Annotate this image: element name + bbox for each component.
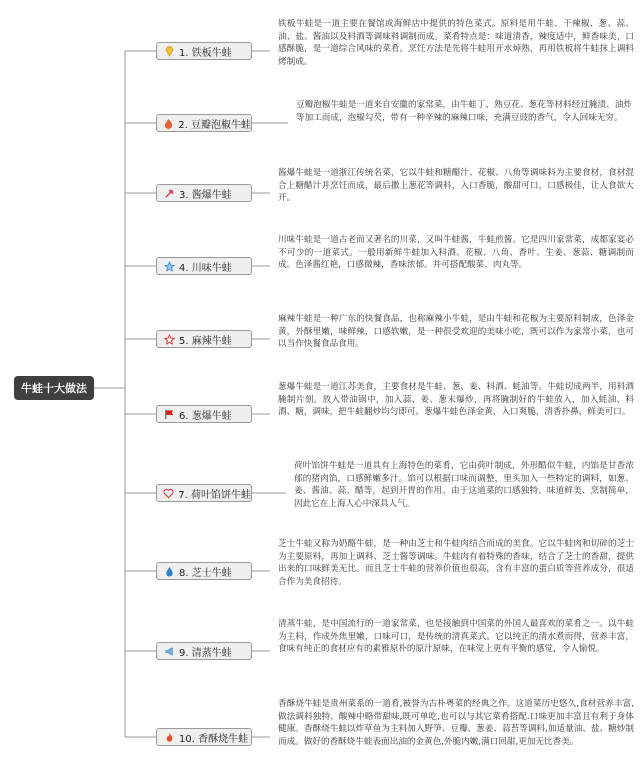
- branch-description: 酱爆牛蛙是一道浙江传统名菜，它以牛蛙和糖醋汁、花椒、八角等调味料为主要食材，食材混合上糖醋汁并烹饪而成，最后撒上葱花等调料，入口香脆，酸甜可口，口感极佳，让人食欲大开。: [278, 168, 634, 204]
- branch-description: 豆瓣泡椒牛蛙是一道来自安徽的家常菜，由牛蛙丁、熟豆花、葱花等材料经过腌渍、油炸等加工而成，泡椒勾芡，带有一种辛辣的麻辣口味，充满豆豉的香气，令人回味无穷。: [296, 100, 632, 123]
- branch-label: 6. 葱爆牛蛙: [179, 410, 232, 422]
- branch-description: 川味牛蛙是一道古老而又著名的川菜，又叫牛蛙酱，牛蛙煎酱。它是四川家常菜，成都家宴必不可少的一道菜式。一般用新鲜牛蛙加入料酒、花椒、八角、香叶、生姜、葱蒜、糖调制而成。色泽酱红艳，口感微辣，香味浓郁。并可搭配酸菜、肉丸等。: [278, 235, 634, 271]
- fire-icon: [163, 731, 175, 743]
- megaphone-icon: [163, 645, 175, 657]
- branch-label: 9. 清蒸牛蛙: [179, 647, 232, 659]
- branch-node[interactable]: [156, 42, 252, 60]
- diamond-icon: [163, 45, 175, 57]
- heart-icon: [163, 487, 174, 499]
- branch-node[interactable]: [156, 562, 252, 580]
- branch-node[interactable]: [156, 330, 252, 348]
- branch-description: 铁板牛蛙是一道主要在餐馆或海鲜店中提供的特色菜式。原料是用牛蛙、干辣椒、葱、蒜、油、盐、酱油以及料酒等调味料调制而成。菜肴特点是：味道清香，辣度适中，鲜香味美，口感酥脆，是一道综合风味的菜肴。烹饪方法是先将牛蛙用开水焯熟，再用铁板将牛蛙抹上调料烤制成。: [278, 19, 634, 67]
- branch-node[interactable]: [156, 642, 252, 660]
- flag-icon: [163, 408, 175, 420]
- branch-label: 1. 铁板牛蛙: [179, 47, 232, 59]
- branch-label: 3. 酱爆牛蛙: [179, 189, 232, 201]
- branch-description: 荷叶馅饼牛蛙是一道具有上海特色的菜肴，它由荷叶制成，外形酷似牛蛙，内馅是甘香浓郁的猪肉馅，口感鲜嫩多汁。馅可以根据口味而调整，里头加入一些特定的调料，如葱、姜、酱油、蒜、醋等，起到开胃的作用。由于这道菜的口感独特、味道鲜美、烹制简单，因此它在上海人心中深具人气。: [294, 461, 634, 509]
- branch-node[interactable]: [156, 114, 252, 132]
- branch-label: 8. 芝士牛蛙: [179, 567, 232, 579]
- root-node[interactable]: 牛蛙十大做法: [14, 376, 94, 400]
- branch-node[interactable]: [156, 405, 252, 423]
- branch-description: 香酥烧牛蛙是贵州菜系的一道肴,被誉为古朴粤菜的经典之作。这道菜历史悠久,食材营养丰富,做法调料独特、酸辣中略带甜味,既可单吃,也可以与其它菜肴搭配.口味更加丰富且有利于身体健康。香酥烧牛蛙以炸草鱼为主料加入野笋、豆瓣、葱姜、蒜苔等调料,加适量油、盐、糖炒制而成。做好的香酥烧牛蛙表面出油的金黄色,外脆内嫩,满口回甜,更加无比香美。: [278, 699, 634, 747]
- branch-node[interactable]: [156, 484, 252, 502]
- branch-node[interactable]: [156, 728, 252, 746]
- branch-label: 10. 香酥烧牛蛙: [179, 733, 249, 745]
- drop-icon: [163, 565, 175, 577]
- pin-icon: [163, 187, 175, 199]
- branch-node[interactable]: [156, 184, 252, 202]
- branch-description: 清蒸牛蛙，是中国流行的一道家常菜，也是接触到中国菜的外国人最喜欢的菜肴之一。以牛蛙为主料，作成外焦里嫩，口味可口，是传统的清真菜式。它以纯正的清水煮而得，营养丰富，食味有纯正的食材应有的素雅原朴的原汁原味，在味觉上更有平衡的感觉，令人愉悦。: [278, 619, 634, 655]
- branch-description: 麻辣牛蛙是一种广东的快餐食品，也称麻辣小牛蛙，是由牛蛙和花椒为主要原料制成，色泽金黄，外酥里嫩，味鲜辣，口感软嫩，是一种很受欢迎的美味小吃，既可以作为家常小菜，也可以当作快餐食品食用。: [278, 314, 634, 350]
- branch-node[interactable]: [156, 257, 252, 275]
- branch-description: 芝士牛蛙又称为奶酪牛蛙，是一种由芝士和牛蛙肉结合而成的美食。它以牛蛙肉和切碎的芝士为主要原料，再加上调料、芝士酱等调味。牛蛙肉有着特殊的香味，结合了芝士的香甜，提供出来的口味鲜美无比。而且芝士牛蛙的营养价值也很高，含有丰富的蛋白质等营养成分，很适合作为美食招待。: [278, 539, 634, 587]
- flame-icon: [163, 117, 174, 129]
- branch-label: 2. 豆瓣泡椒牛蛙: [178, 119, 251, 131]
- branch-label: 4. 川味牛蛙: [179, 262, 232, 274]
- star-outline-icon: [163, 333, 175, 345]
- branch-description: 葱爆牛蛙是一道江苏美食，主要食材是牛蛙、葱、姜、料酒、蚝油等。牛蛙切成两半，用料酒腌制片刻，放入带油锅中，加入蒜、姜、葱末爆炒，再将腌制好的牛蛙放入，加入蚝油、料酒、糖，调味，把牛蛙翻炒均匀即可。葱爆牛蛙色泽金黄，入口爽脆，清香扑鼻，鲜美可口。: [278, 382, 634, 418]
- branch-label: 5. 麻辣牛蛙: [179, 335, 232, 347]
- branch-label: 7. 荷叶馅饼牛蛙: [178, 489, 251, 501]
- star-icon: [163, 260, 175, 272]
